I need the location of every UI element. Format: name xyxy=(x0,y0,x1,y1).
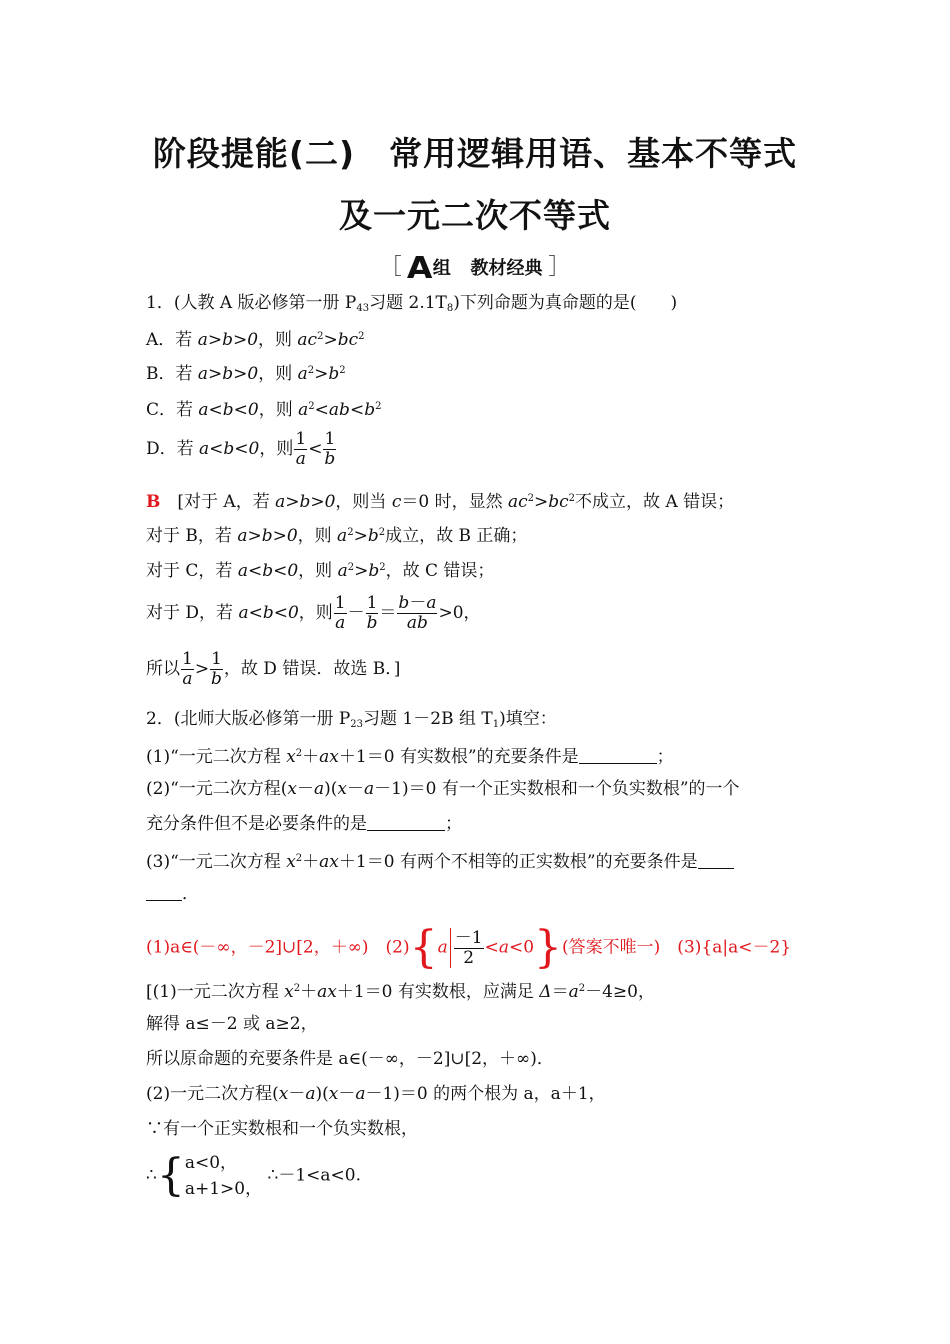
answer-blank-3b[interactable] xyxy=(146,884,182,901)
a2-solution-4: (2)一元二次方程(x－a)(x－a－1)＝0 的两个根为 a，a＋1， xyxy=(146,1084,606,1104)
a2-solution-6: ∴{ a<0， a+1>0， ∴－1<a<0. xyxy=(146,1150,361,1201)
answer-blank-3a[interactable] xyxy=(698,852,734,869)
q1-option-b: B．若 a>b>0，则 $a^2>b^2$ xyxy=(146,364,346,384)
page-title-line1: 阶段提能(二) 常用逻辑用语、基本不等式 xyxy=(152,134,798,173)
a1-line4: 对于 D，若 a<b<0，则 $\frac{1}{a}$ － $\frac{1}{b}$ ＝ $\frac{b-a}{ab}$ >0， xyxy=(146,593,481,633)
q1-option-d: D．若 a<b<0，则 $\frac{1}{a}$ < $\frac{1}{b}$ xyxy=(146,429,336,469)
a2-solution-3: 所以原命题的充要条件是 a∈(－∞，－2]∪[2，＋∞)． xyxy=(146,1049,554,1069)
q2-part3-line1: (3)“一元二次方程 $x^2+ax+1=0$ 有两个不相等的正实数根”的充要条件是 xyxy=(146,848,734,873)
section-letter: A xyxy=(406,251,432,286)
a1-line5: 所以 $\frac{1}{a}$ > $\frac{1}{b}$ ，故 D 错误．故选 B．] xyxy=(146,649,401,689)
a2-solution-2: 解得 a≤－2 或 a≥2， xyxy=(146,1014,318,1034)
a1-line3: 对于 C，若 a<b<0，则 $a^2>b^2$，故 C 错误； xyxy=(146,561,495,581)
a1-answer-letter: B xyxy=(146,492,161,512)
section-header xyxy=(0,250,950,286)
section-close-bracket: ］ xyxy=(548,255,571,280)
q2-part2-line1: (2)“一元二次方程(x－a)(x－a－1)＝0 有一个正实数根和一个负实数根”的一个 xyxy=(146,779,740,799)
q2-part2-line2: 充分条件但不是必要条件的是 ； xyxy=(146,814,462,834)
section-group: 组 xyxy=(432,258,451,279)
answer-blank-1[interactable] xyxy=(579,747,657,764)
a2-answer-3: (3){a|a<－2} xyxy=(660,937,792,958)
a2-solution-5: ∵有一个正实数根和一个负实数根， xyxy=(146,1119,418,1139)
a2-solution-1: [(1)一元二次方程 $x^2+ax+1=0$ 有实数根，应满足 $\Delta=a^2-4\ge 0$， xyxy=(146,982,655,1002)
answer-blank-2[interactable] xyxy=(367,814,445,831)
q1-stem: 1．(人教 A 版必修第一册 $P_{43}$习题 $2.1T_8$)下列命题为真命题的是( ) xyxy=(146,293,678,314)
a1-line1: B [对于 A，若 a>b>0，则当 c＝0 时，显然 $ac^2>bc^2$不成立，故 A 错误； xyxy=(146,492,735,512)
page-title-line2: 及一元二次不等式 xyxy=(339,196,611,235)
a2-answer-1: (1)a∈(－∞，－2]∪[2，＋∞) xyxy=(146,937,369,958)
q2-stem: 2．(北师大版必修第一册 $P_{23}$习题 1－2B 组 $T_1$)填空： xyxy=(146,709,557,730)
q2-part1: (1)“一元二次方程 $x^2+ax+1=0$ 有实数根”的充要条件是 ； xyxy=(146,747,674,767)
q2-part3-line2: ． xyxy=(146,883,199,905)
q1-option-a: A．若 a>b>0，则 $ac^2>bc^2$ xyxy=(146,330,365,350)
q1-option-c: C．若 a<b<0，则 $a^2<ab<b^2$ xyxy=(146,400,382,420)
section-open-bracket: ［ xyxy=(379,255,402,280)
section-label: 教材经典 xyxy=(470,258,543,279)
a1-line2: 对于 B，若 a>b>0，则 $a^2>b^2$成立，故 B 正确； xyxy=(146,526,528,546)
a2-answers: (1)a∈(－∞，－2]∪[2，＋∞) (2){a $\frac{-1}{2}$ <a<0}(答案不唯一) (3){a|a<－2} xyxy=(146,922,792,973)
